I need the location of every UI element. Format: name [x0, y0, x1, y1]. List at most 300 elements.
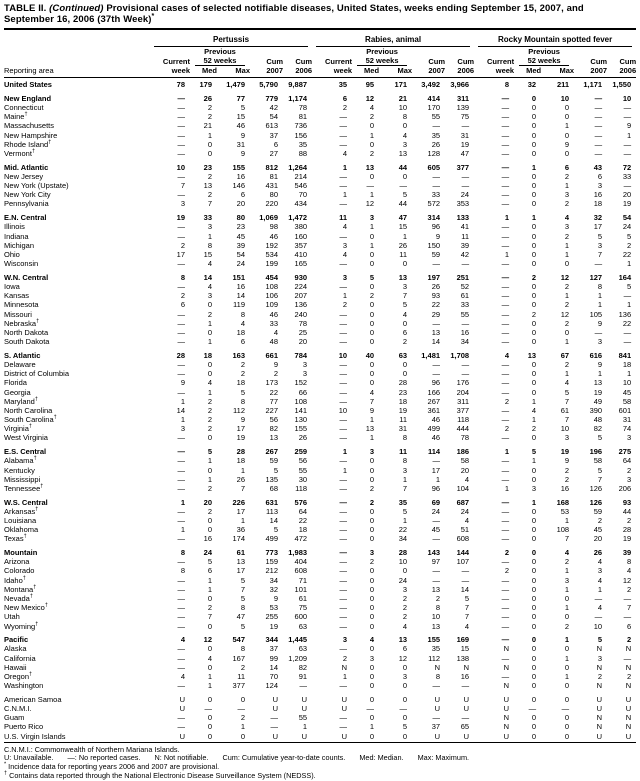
value-cell: 0 [531, 359, 537, 369]
value-cell: 95 [365, 80, 375, 90]
value-cell: 7 [240, 584, 245, 594]
value-cell: 42 [269, 103, 278, 113]
group-label: Rabies, animal [316, 35, 470, 47]
value-cell: 14 [269, 662, 278, 672]
value-cell: 357 [294, 240, 308, 250]
value-cell: 26 [431, 139, 441, 149]
value-cell: 5 [464, 593, 470, 603]
row-louisiana [4, 516, 636, 525]
value-cell: 2 [207, 103, 212, 113]
value-cell: 2 [207, 483, 212, 493]
value-cell: 6 [597, 171, 603, 181]
value-cell: — [339, 557, 348, 567]
row-american-samoa [4, 690, 636, 704]
reporting-area-cell [4, 158, 150, 172]
area-label: Massachusetts [4, 121, 55, 131]
value-cell: 2 [531, 272, 537, 282]
value-cell: 212 [265, 566, 278, 576]
reporting-area-cell [4, 378, 150, 387]
value-cell: — [339, 515, 348, 525]
value-cell: 2 [240, 662, 245, 672]
value-cell: — [561, 704, 570, 713]
value-cell: 28 [622, 525, 632, 535]
value-cell: U [434, 694, 441, 704]
value-cell: — [177, 93, 185, 103]
value-cell: 0 [369, 593, 375, 603]
value-cell: 10 [560, 93, 570, 103]
legend-not-notifiable: N: Not notifiable. [154, 753, 209, 763]
value-cell: 63 [298, 644, 308, 654]
area-label: Wyoming [4, 621, 36, 631]
dagger-mark: † [24, 111, 28, 118]
row-kansas [4, 291, 636, 300]
value-cell: 2 [207, 415, 212, 425]
value-cell: 28 [398, 378, 408, 388]
value-cell: 5 [597, 231, 603, 241]
value-cell: 9 [240, 130, 245, 140]
value-cell: 1 [207, 337, 212, 347]
value-cell: 1 [564, 515, 570, 525]
value-cell: 3 [402, 281, 408, 291]
value-cell: 0 [207, 525, 212, 535]
value-cell: U [272, 704, 278, 713]
value-cell: 7 [402, 483, 408, 493]
value-cell: 2 [402, 603, 408, 613]
value-cell: — [501, 612, 510, 622]
value-cell: 9 [369, 405, 375, 415]
area-label: W.N. Central [4, 272, 49, 282]
value-cell: 0 [531, 566, 537, 576]
col-2007: 2007 [250, 66, 283, 78]
value-cell: 107 [456, 557, 470, 567]
value-cell: 4 [464, 474, 470, 484]
value-cell: 2 [626, 465, 632, 475]
value-cell: 22 [431, 300, 441, 310]
value-cell: 98 [269, 222, 278, 232]
value-cell: U [272, 694, 278, 704]
value-cell: 46 [431, 433, 441, 443]
value-cell: — [339, 171, 348, 181]
value-cell: 10 [398, 103, 408, 113]
row-w-n-central [4, 268, 636, 282]
value-cell: 24 [460, 190, 470, 200]
value-cell: 0 [531, 369, 537, 379]
value-cell: 26 [236, 474, 245, 484]
area-label: Rhode Island [4, 139, 49, 149]
value-cell: — [594, 103, 603, 113]
value-cell: — [399, 181, 408, 191]
value-cell: 404 [294, 557, 308, 567]
value-cell: 108 [556, 525, 570, 535]
subheader-row [4, 56, 636, 66]
value-cell: 5 [273, 525, 278, 535]
value-cell: 5 [240, 387, 245, 397]
value-cell: 1,983 [288, 548, 308, 557]
value-cell: — [339, 327, 348, 337]
value-cell: 7 [626, 603, 632, 613]
value-cell: 267 [265, 447, 278, 457]
area-label: South Carolina [4, 415, 54, 425]
row-c-n-m-i [4, 704, 636, 713]
value-cell: 5 [240, 103, 245, 113]
area-label: Nebraska [4, 318, 37, 328]
row-montana [4, 585, 636, 594]
weeks52-label: 52 weeks [357, 56, 407, 66]
value-cell: 5 [240, 575, 245, 585]
value-cell: — [501, 149, 510, 158]
value-cell: 547 [232, 635, 245, 645]
value-cell: 7 [207, 199, 212, 209]
value-cell: 2 [626, 635, 632, 645]
value-cell: 444 [456, 424, 470, 434]
value-cell: 58 [460, 456, 470, 466]
value-cell: 784 [294, 350, 308, 360]
value-cell: 1 [564, 584, 570, 594]
value-cell: 8 [597, 281, 603, 291]
value-cell: — [501, 635, 510, 645]
reporting-area-cell [4, 149, 150, 158]
row-new-hampshire [4, 130, 636, 139]
area-label: North Dakota [4, 327, 49, 337]
value-cell: 9 [597, 359, 603, 369]
value-cell: 4 [369, 387, 375, 397]
value-cell: 8 [626, 557, 632, 567]
value-cell: 1 [564, 635, 570, 645]
value-cell: 0 [531, 612, 537, 622]
value-cell: 13 [398, 149, 408, 158]
value-cell: 6 [240, 337, 245, 347]
row-u-s-virgin-islands [4, 731, 636, 742]
row-texas [4, 534, 636, 543]
value-cell: 499 [427, 424, 441, 434]
value-cell: — [501, 103, 510, 113]
value-cell: 58 [593, 456, 603, 466]
area-label: S. Atlantic [4, 350, 41, 360]
value-cell: — [432, 171, 441, 181]
row-mountain [4, 543, 636, 557]
value-cell: 0 [240, 694, 245, 704]
value-cell: — [339, 369, 348, 379]
row-delaware [4, 360, 636, 369]
value-cell: 8 [240, 309, 245, 319]
value-cell: 72 [622, 162, 632, 172]
value-cell: 143 [427, 548, 441, 557]
value-cell: 5 [207, 557, 212, 567]
value-cell: — [339, 497, 348, 507]
value-cell: 48 [593, 415, 603, 425]
value-cell: 0 [564, 259, 570, 269]
value-cell: N [625, 722, 632, 732]
value-cell: 0 [531, 584, 537, 594]
value-cell: N [434, 662, 441, 672]
value-cell: 82 [593, 424, 603, 434]
reporting-area-cell [4, 282, 150, 291]
value-cell: 26 [398, 240, 408, 250]
value-cell: — [177, 557, 185, 567]
footnote-cnmi: C.N.M.I.: Commonwealth of Northern Mariana Islands. [4, 744, 180, 754]
value-cell: 75 [460, 112, 470, 122]
area-label: Idaho [4, 575, 23, 585]
value-cell: 97 [431, 557, 441, 567]
value-cell: 2 [342, 653, 348, 663]
value-cell: 9 [597, 318, 603, 328]
value-cell: 167 [232, 653, 245, 663]
reporting-area-cell [4, 397, 150, 406]
area-label: Arkansas [4, 506, 36, 516]
area-label: Pacific [4, 635, 29, 645]
value-cell: 1 [369, 130, 375, 140]
value-cell: 5 [626, 281, 632, 291]
reporting-area-cell [4, 346, 150, 360]
value-cell: 3 [302, 359, 308, 369]
value-cell: 0 [369, 171, 375, 181]
value-cell: 1 [402, 515, 408, 525]
area-label: Montana [4, 584, 34, 594]
value-cell: 0 [564, 681, 570, 691]
row-missouri [4, 309, 636, 318]
value-cell: — [339, 415, 348, 425]
value-cell: 3 [342, 240, 348, 250]
value-cell: 8 [240, 396, 245, 406]
value-cell: 2 [626, 671, 632, 681]
value-cell: 13 [431, 584, 441, 594]
area-label: Arizona [4, 557, 30, 567]
value-cell: 11 [399, 447, 408, 457]
reporting-area-cell [4, 103, 150, 112]
value-cell: — [339, 337, 348, 347]
area-label: Florida [4, 378, 27, 388]
value-cell: — [399, 704, 408, 713]
dagger-mark: † [33, 584, 37, 591]
value-cell: U [596, 694, 603, 704]
value-cell: 1,264 [288, 162, 308, 172]
col-current: Current [324, 57, 353, 66]
value-cell: — [501, 653, 510, 663]
value-cell: — [501, 515, 510, 525]
value-cell: 0 [531, 653, 537, 663]
value-cell: 6 [626, 621, 632, 631]
value-cell: 141 [294, 405, 308, 415]
area-label: Ohio [4, 249, 20, 259]
area-label: Virginia [4, 424, 29, 434]
value-cell: 1 [597, 291, 603, 301]
value-cell: — [339, 566, 348, 576]
value-cell: 4 [597, 557, 603, 567]
value-cell: 138 [456, 653, 470, 663]
value-cell: — [501, 93, 510, 103]
value-cell: 0 [531, 575, 537, 585]
value-cell: 39 [236, 240, 245, 250]
value-cell: 2 [504, 424, 510, 434]
value-cell: 0 [531, 291, 537, 301]
value-cell: 9 [273, 593, 278, 603]
reporting-area-cell [4, 603, 150, 612]
value-cell: 192 [265, 240, 278, 250]
col-week: week [150, 66, 190, 78]
value-cell: 16 [593, 190, 603, 200]
value-cell: 7 [564, 534, 570, 544]
reporting-area-cell [4, 406, 150, 415]
value-cell: 15 [203, 249, 212, 259]
value-cell: 4 [369, 635, 375, 645]
value-cell: 171 [394, 80, 408, 90]
value-cell: 600 [294, 612, 308, 622]
value-cell: 1 [207, 130, 212, 140]
reporting-area-cell [4, 130, 150, 139]
value-cell: 6 [564, 162, 570, 172]
value-cell: 11 [399, 249, 408, 259]
value-cell: 2 [531, 309, 537, 319]
value-cell: 118 [295, 483, 308, 493]
dagger-mark: † [35, 621, 39, 627]
area-label: New England [4, 93, 52, 103]
value-cell: 8 [435, 603, 441, 613]
value-cell: 779 [265, 93, 278, 103]
col-week: week [474, 66, 514, 78]
value-cell: 99 [269, 653, 278, 663]
value-cell: 7 [597, 249, 603, 259]
value-cell: 5 [597, 465, 603, 475]
value-cell: — [501, 497, 510, 507]
value-cell: — [177, 433, 185, 443]
value-cell: 1 [564, 369, 570, 379]
value-cell: 19 [176, 213, 185, 223]
value-cell: — [501, 300, 510, 310]
reporting-area-cell [4, 566, 150, 575]
reporting-area-cell [4, 493, 150, 507]
reporting-area-cell [4, 612, 150, 621]
value-cell: 4 [531, 405, 537, 415]
value-cell: 1,708 [450, 350, 470, 360]
value-cell: 3 [626, 433, 632, 443]
area-label: Hawaii [4, 662, 27, 672]
value-cell: 8 [240, 603, 245, 613]
value-cell: 113 [266, 506, 278, 516]
value-cell: 54 [622, 213, 632, 223]
reporting-area-cell [4, 690, 150, 704]
reporting-area-cell [4, 121, 150, 130]
value-cell: — [432, 318, 441, 328]
dagger-text: Contains data reported through the National Electronic Disease Surveillance System (NEDSS). [9, 770, 316, 780]
value-cell: 18 [298, 525, 308, 535]
col-max: Max [217, 66, 250, 78]
row-puerto-rico [4, 722, 636, 731]
value-cell: 136 [618, 309, 632, 319]
value-cell: 70 [269, 671, 278, 681]
value-cell: 34 [269, 575, 278, 585]
value-cell: 4 [402, 130, 408, 140]
value-cell: 26 [593, 548, 603, 557]
value-cell: 0 [402, 681, 408, 691]
value-cell: 24 [203, 548, 212, 557]
value-cell: — [177, 621, 185, 631]
value-cell: 135 [265, 474, 278, 484]
dagger-mark: † [53, 414, 57, 421]
value-cell: U [341, 704, 348, 713]
value-cell: 220 [265, 199, 278, 209]
value-cell: 0 [531, 249, 537, 259]
value-cell: 55 [460, 309, 470, 319]
value-cell: 8 [180, 548, 185, 557]
value-cell: — [432, 681, 441, 691]
value-cell: U [179, 694, 185, 704]
value-cell: 126 [589, 497, 603, 507]
reporting-area-cell [4, 681, 150, 690]
value-cell: 17 [236, 506, 245, 516]
value-cell: 3,966 [450, 80, 470, 90]
value-cell: 33 [431, 190, 441, 200]
area-label: Texas [4, 534, 24, 544]
reporting-area-cell [4, 360, 150, 369]
title-text: Provisional cases of selected notifiable diseases, United States, weeks ending September 15, 2007, and September 16, 2006 (37th Week) [4, 3, 584, 25]
value-cell: 54 [269, 112, 278, 122]
dagger-mark: † [36, 318, 40, 325]
value-cell: 14 [176, 405, 185, 415]
value-cell: 17 [236, 566, 245, 576]
value-cell: 0 [369, 249, 375, 259]
value-cell: 130 [294, 415, 308, 425]
value-cell: 2 [180, 291, 185, 301]
value-cell: 2 [626, 240, 632, 250]
value-cell: 0 [564, 644, 570, 654]
value-cell: 22 [298, 515, 308, 525]
value-cell: 3 [597, 566, 603, 576]
value-cell: 1,550 [612, 80, 632, 90]
value-cell: 13 [365, 162, 375, 172]
value-cell: 251 [456, 272, 470, 282]
weeks52-label: 52 weeks [519, 56, 569, 66]
value-cell: 3,492 [421, 80, 441, 90]
value-cell: 78 [298, 318, 308, 328]
value-cell: 118 [457, 415, 470, 425]
value-cell: 1 [240, 722, 245, 732]
area-label: New Hampshire [4, 130, 58, 140]
value-cell: 2 [369, 112, 375, 122]
value-cell: 4 [207, 378, 212, 388]
area-label: Alabama [4, 456, 34, 466]
value-cell: — [501, 222, 510, 232]
value-cell: — [177, 681, 185, 691]
reporting-area-cell [4, 140, 150, 149]
value-cell: 9 [564, 139, 570, 149]
value-cell: — [339, 548, 348, 557]
value-cell: 2 [402, 593, 408, 603]
value-cell: 74 [622, 424, 632, 434]
value-cell: — [501, 433, 510, 443]
value-cell: N [463, 662, 470, 672]
value-cell: 55 [431, 112, 441, 122]
value-cell: 0 [564, 722, 570, 732]
value-cell: 311 [456, 93, 470, 103]
value-cell: — [339, 456, 348, 466]
value-cell: — [177, 121, 185, 131]
value-cell: 0 [207, 621, 212, 631]
value-cell: 1 [564, 240, 570, 250]
value-cell: — [461, 259, 470, 269]
previous-label: Previous [528, 47, 560, 56]
value-cell: 0 [217, 731, 250, 742]
value-cell: 0 [379, 731, 412, 742]
value-cell: 0 [564, 149, 570, 158]
row-colorado [4, 566, 636, 575]
value-cell: U [283, 731, 312, 742]
value-cell: 2 [369, 483, 375, 493]
value-cell: 0 [531, 474, 537, 484]
value-cell: 3 [564, 575, 570, 585]
value-cell: 24 [398, 575, 408, 585]
dagger-mark: † [34, 396, 38, 403]
legend-max: Max: Maximum. [417, 753, 470, 763]
